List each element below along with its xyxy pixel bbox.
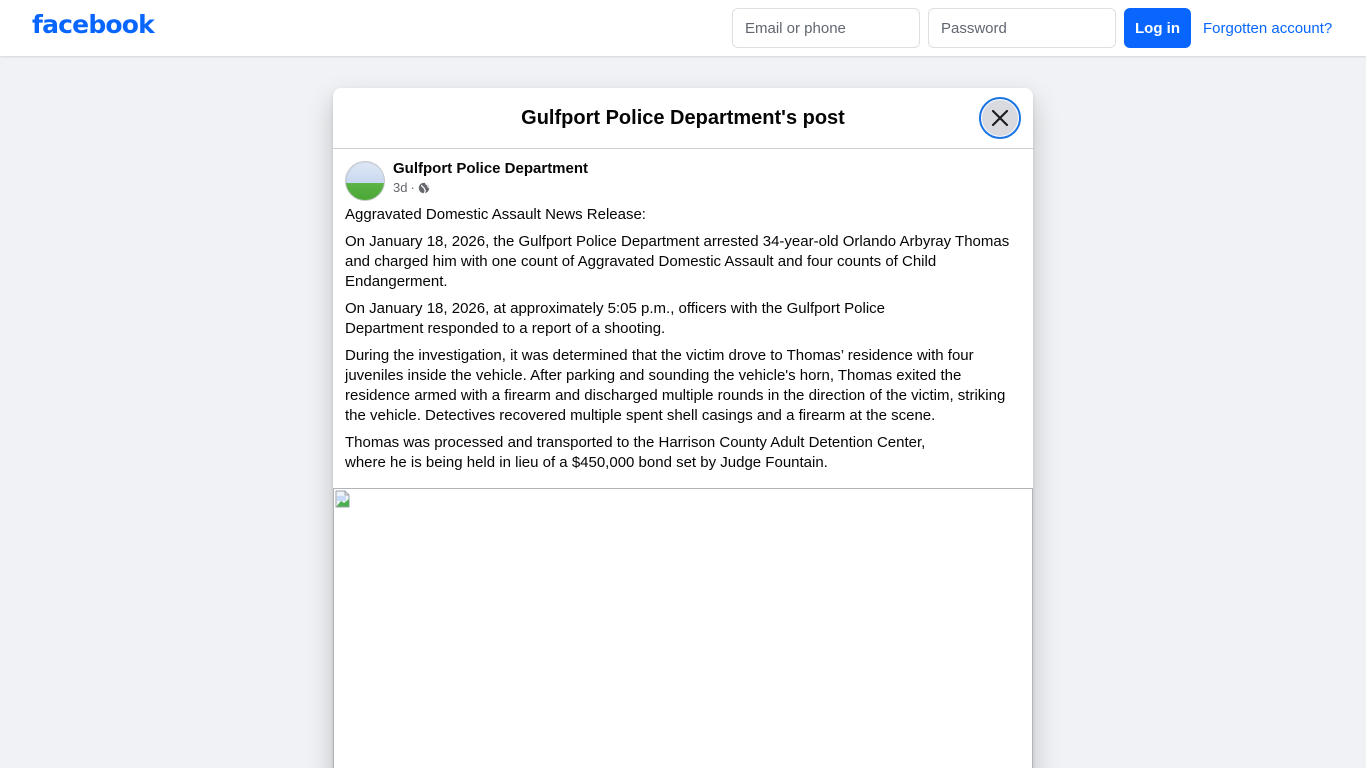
post-image[interactable] [333, 488, 1033, 768]
post-timestamp [393, 179, 588, 197]
dialog-title: Gulfport Police Department's post [521, 106, 845, 129]
post-paragraph: Thomas was processed and transported to the Harrison County Adult Detention Center, where he is being held in lieu of a $450,000 bond set by Judge Fountain. [345, 434, 926, 471]
facebook-logo[interactable]: facebook [32, 10, 154, 39]
login-button[interactable]: Log in [1124, 8, 1191, 48]
dialog-header [333, 88, 1033, 149]
close-button[interactable] [979, 97, 1021, 139]
post-header [333, 149, 1033, 201]
post-text [333, 201, 1033, 473]
password-input[interactable] [928, 8, 1116, 48]
post-paragraph: On January 18, 2026, the Gulfport Police Department arrested 34-year-old Orlando Arbyray Thomas and charged him with one count of Aggravated Domestic Assault and four counts of Child Endangerment. [345, 233, 1010, 290]
post-dialog [333, 88, 1033, 768]
post-paragraph: During the investigation, it was determined that the victim drove to Thomas’ residence with four juveniles inside the vehicle. After parking and sounding the vehicle's horn, Thomas exited the residence armed with a firearm and discharged multiple rounds in the direction of the victim, striking the vehicle. Detectives recovered multiple spent shell casings and a firearm at the scene. [345, 347, 1006, 424]
post-time[interactable]: 3d [393, 180, 408, 195]
page-avatar[interactable] [345, 161, 385, 201]
post-author[interactable]: Gulfport Police Department [393, 160, 589, 177]
broken-image-icon [335, 490, 351, 508]
close-icon [991, 109, 1009, 127]
meta-separator: · [410, 180, 415, 195]
top-navigation-bar [0, 0, 1366, 56]
globe-icon [418, 182, 430, 194]
login-form [732, 8, 1332, 48]
post-paragraph: On January 18, 2026, at approximately 5:05 p.m., officers with the Gulfport Police Department responded to a report of a shooting. [345, 300, 886, 337]
forgotten-account-link[interactable]: Forgotten account? [1203, 19, 1333, 37]
post-meta [393, 161, 588, 201]
post-paragraph: Aggravated Domestic Assault News Release: [345, 206, 646, 223]
email-input[interactable] [732, 8, 920, 48]
